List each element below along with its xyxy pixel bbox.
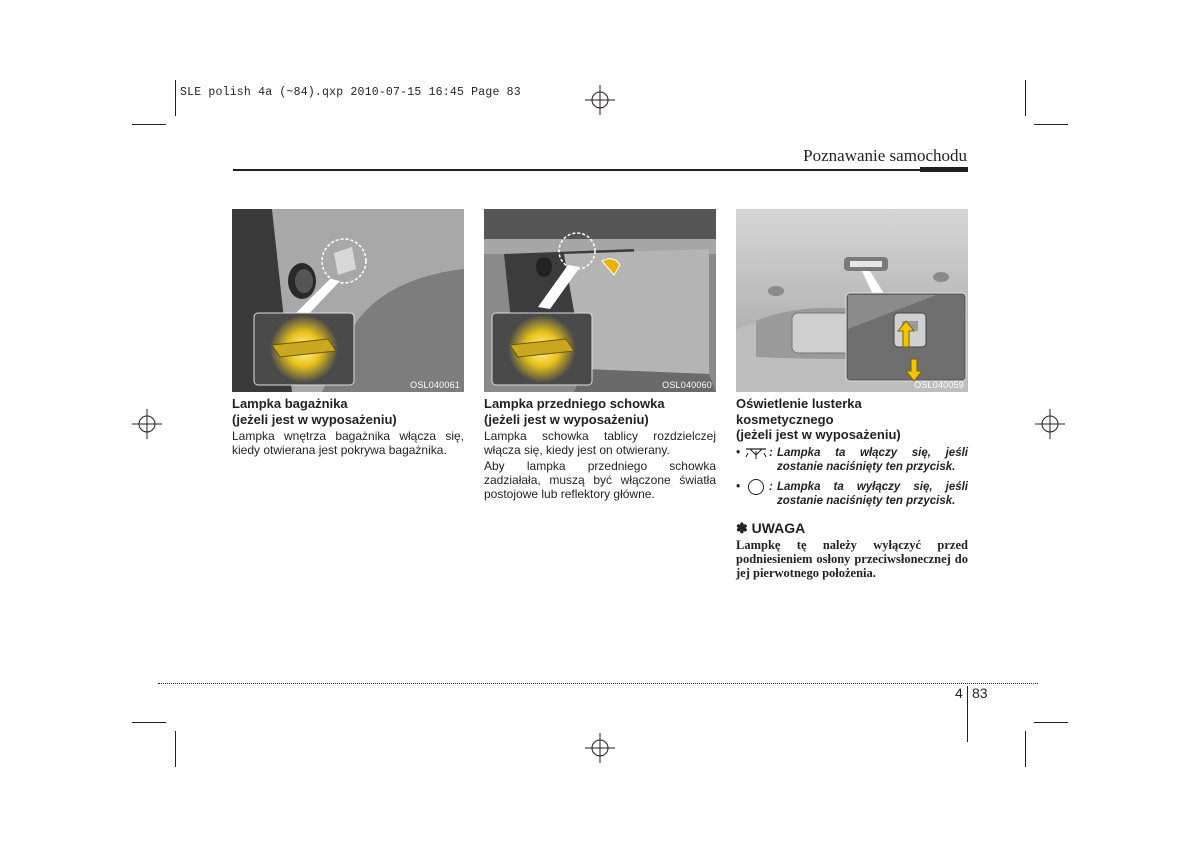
photo-code: OSL040061 (410, 380, 460, 390)
page-number-separator (967, 686, 968, 742)
paragraph: Aby lampka przedniego schowka zadziałała, muszą być włączone światła postojowe lub reflektory główne. (484, 459, 716, 501)
paragraph: Lampka schowka tablicy rozdzielczej włącza się, kiedy jest on otwierany. (484, 429, 716, 457)
trunk-lamp-section (232, 396, 464, 457)
glove-box-lamp-photo (484, 209, 716, 392)
registration-mark-right (1035, 409, 1065, 439)
paragraph: Lampka wnętrza bagażnika włącza się, kiedy otwierana jest pokrywa bagażnika. (232, 429, 464, 457)
photo-code: OSL040060 (662, 380, 712, 390)
section-heading: Oświetlenie lusterka kosmetycznego (jeżeli jest w wyposażeniu) (736, 396, 901, 442)
note-title: ✽ UWAGA (736, 519, 806, 536)
bullet-item: • : Lampka ta wyłączy się, jeśli zostanie naciśnięty ten przycisk. (736, 480, 968, 507)
vanity-mirror-lamp-section (736, 396, 968, 580)
registration-mark-top (585, 85, 615, 115)
section-heading: Lampka przedniego schowka (jeżeli jest w wyposażeniu) (484, 396, 665, 427)
footer-dotted-rule (158, 683, 1038, 684)
bullet-text: Lampka ta wyłączy się, jeśli zostanie naciśnięty ten przycisk. (777, 480, 968, 507)
trunk-lamp-photo (232, 209, 464, 392)
bullet-item: • : Lampka ta włączy się, jeśli zostanie naciśnięty ten przycisk. (736, 446, 968, 473)
page-number: 83 (972, 685, 988, 701)
header-rule (233, 169, 968, 171)
header-rule-accent (920, 167, 968, 172)
registration-mark-left (132, 409, 162, 439)
bullet-text: Lampka ta włączy się, jeśli zostanie naciśnięty ten przycisk. (777, 446, 968, 473)
registration-mark-bottom (585, 733, 615, 763)
chapter-number: 4 (955, 685, 963, 701)
lamp-off-icon (743, 480, 769, 494)
glove-box-lamp-section (484, 396, 716, 501)
photo-code: OSL040059 (914, 380, 964, 390)
vanity-mirror-lamp-photo (736, 209, 968, 392)
section-title: Poznawanie samochodu (803, 146, 967, 165)
lamp-on-icon (743, 446, 769, 460)
note-body: Lampkę tę należy wyłączyć przed podniesieniem osłony przeciwsłonecznej do jej pierwotnego położenia. (736, 537, 968, 580)
section-heading: Lampka bagażnika (jeżeli jest w wyposażeniu) (232, 396, 397, 427)
print-slug: SLE polish 4a (~84).qxp 2010-07-15 16:45 Page 83 (180, 86, 521, 99)
